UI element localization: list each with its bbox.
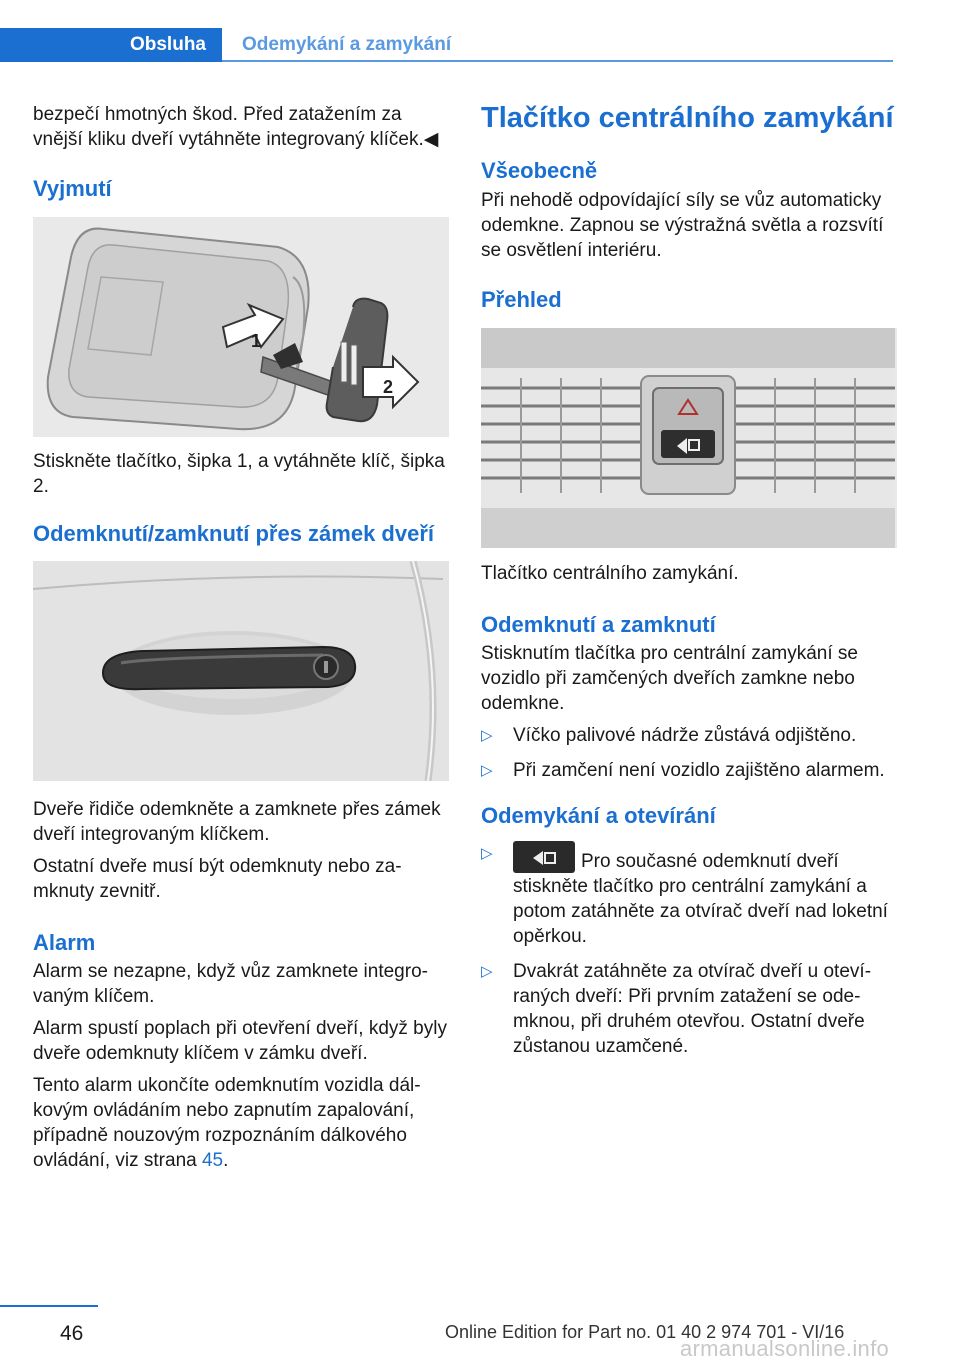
alarm-heading: Alarm: [33, 930, 96, 955]
key-removal-drawing: [33, 217, 449, 437]
central-lock-button-photo: [481, 328, 897, 548]
header-rule: [222, 60, 893, 62]
door-handle-illustration: [33, 561, 449, 781]
lock-heading: Odemknutí/zamknutí přes zámek dveří: [33, 521, 435, 546]
open-list: [481, 841, 897, 1059]
left-column: [33, 102, 449, 1180]
section-title: Tlačítko centrálního zamykání: [481, 102, 894, 134]
door-handle-drawing: [33, 561, 449, 781]
alarm-paragraph-3-text: Tento alarm ukončíte odemknutím vozidla dálkovým ovládáním nebo zapnutím zapalování, případně nouzovým rozpoznáním dálkového ovládání, viz strana: [33, 1075, 421, 1171]
page-number: 46: [60, 1322, 84, 1345]
arrow-label-2: 2: [383, 377, 394, 397]
general-heading: Všeobecně: [481, 158, 598, 183]
alarm-paragraph-2: Alarm spustí poplach při otevření dveří, když byly dveře odemknuty klíčem v zámku dveří.: [33, 1018, 447, 1064]
triangle-bullet-icon: ▷: [481, 762, 493, 779]
triangle-bullet-icon: ▷: [481, 963, 493, 980]
list-item: ▷ Dvakrát zatáhněte za otvírač dveří u otevíraných dveří: Při prvním zatažení se odemknou, při druhém otevřou. Ostatní dveře zůstanou uzamčené.: [481, 961, 872, 1057]
lock-paragraph-1: Dveře řidiče odemkněte a zamknete přes zámek dveří integrovaným klíčkem.: [33, 799, 441, 845]
removal-heading: Vyjmutí: [33, 176, 112, 201]
triangle-bullet-icon: ▷: [481, 845, 493, 862]
key-removal-illustration: [33, 217, 449, 437]
open-heading: Odemykání a otevírání: [481, 803, 716, 828]
footer-rule: [0, 1305, 98, 1307]
unlock-list: [481, 723, 897, 783]
central-lock-button-icon: [513, 841, 575, 873]
alarm-paragraph-1: Alarm se nezapne, když vůz zamknete integrovaným klíčem.: [33, 961, 428, 1007]
edition-text: Online Edition for Part no. 01 40 2 974 701 - VI/16: [445, 1322, 845, 1342]
overview-heading: Přehled: [481, 287, 562, 312]
chapter-title: Odemykání a zamykání: [242, 34, 452, 55]
right-column: [481, 102, 897, 1069]
intro-text: bezpečí hmotných škod. Před zatažením za vnější kliku dveří vytáhněte integrovaný klíček.◀: [33, 104, 439, 150]
triangle-bullet-icon: ▷: [481, 727, 493, 744]
section-tab: Obsluha: [0, 28, 222, 62]
list-item: ▷ Při zamčení není vozidlo zajištěno alarmem.: [481, 760, 885, 781]
watermark: armanualsonline.info: [680, 1336, 890, 1361]
page-link-45[interactable]: 45: [201, 1150, 224, 1171]
alarm-paragraph-3-end: .: [223, 1150, 229, 1171]
list-item: ▷ Víčko palivové nádrže zůstává odjištěno.: [481, 725, 857, 746]
key-caption: Stiskněte tlačítko, šipka 1, a vytáhněte klíč, šipka 2.: [33, 451, 445, 497]
arrow-label-1: 1: [251, 331, 262, 351]
unlock-heading: Odemknutí a zamknutí: [481, 612, 716, 637]
air-vent-drawing: [481, 328, 895, 548]
alarm-paragraph-3: [33, 1073, 449, 1173]
page-header: [0, 28, 893, 62]
general-paragraph: Při nehodě odpovídající síly se vůz automaticky odemkne. Zapnou se výstražná světla a rozsvítí se osvětlení interiéru.: [481, 190, 884, 261]
list-item: ▷ Pro současné odemknutí dveří stiskněte tlačítko pro centrální zamykání a potom zatáhněte za otvírač dveří nad loketní opěrkou.: [481, 841, 897, 949]
overview-caption: Tlačítko centrálního zamykání.: [481, 563, 739, 584]
lock-paragraph-2: Ostatní dveře musí být odemknuty nebo zamknuty zevnitř.: [33, 856, 402, 902]
unlock-paragraph: Stisknutím tlačítka pro centrální zamykání se vozidlo při zamčených dveřích zamkne nebo odemkne.: [481, 643, 858, 714]
